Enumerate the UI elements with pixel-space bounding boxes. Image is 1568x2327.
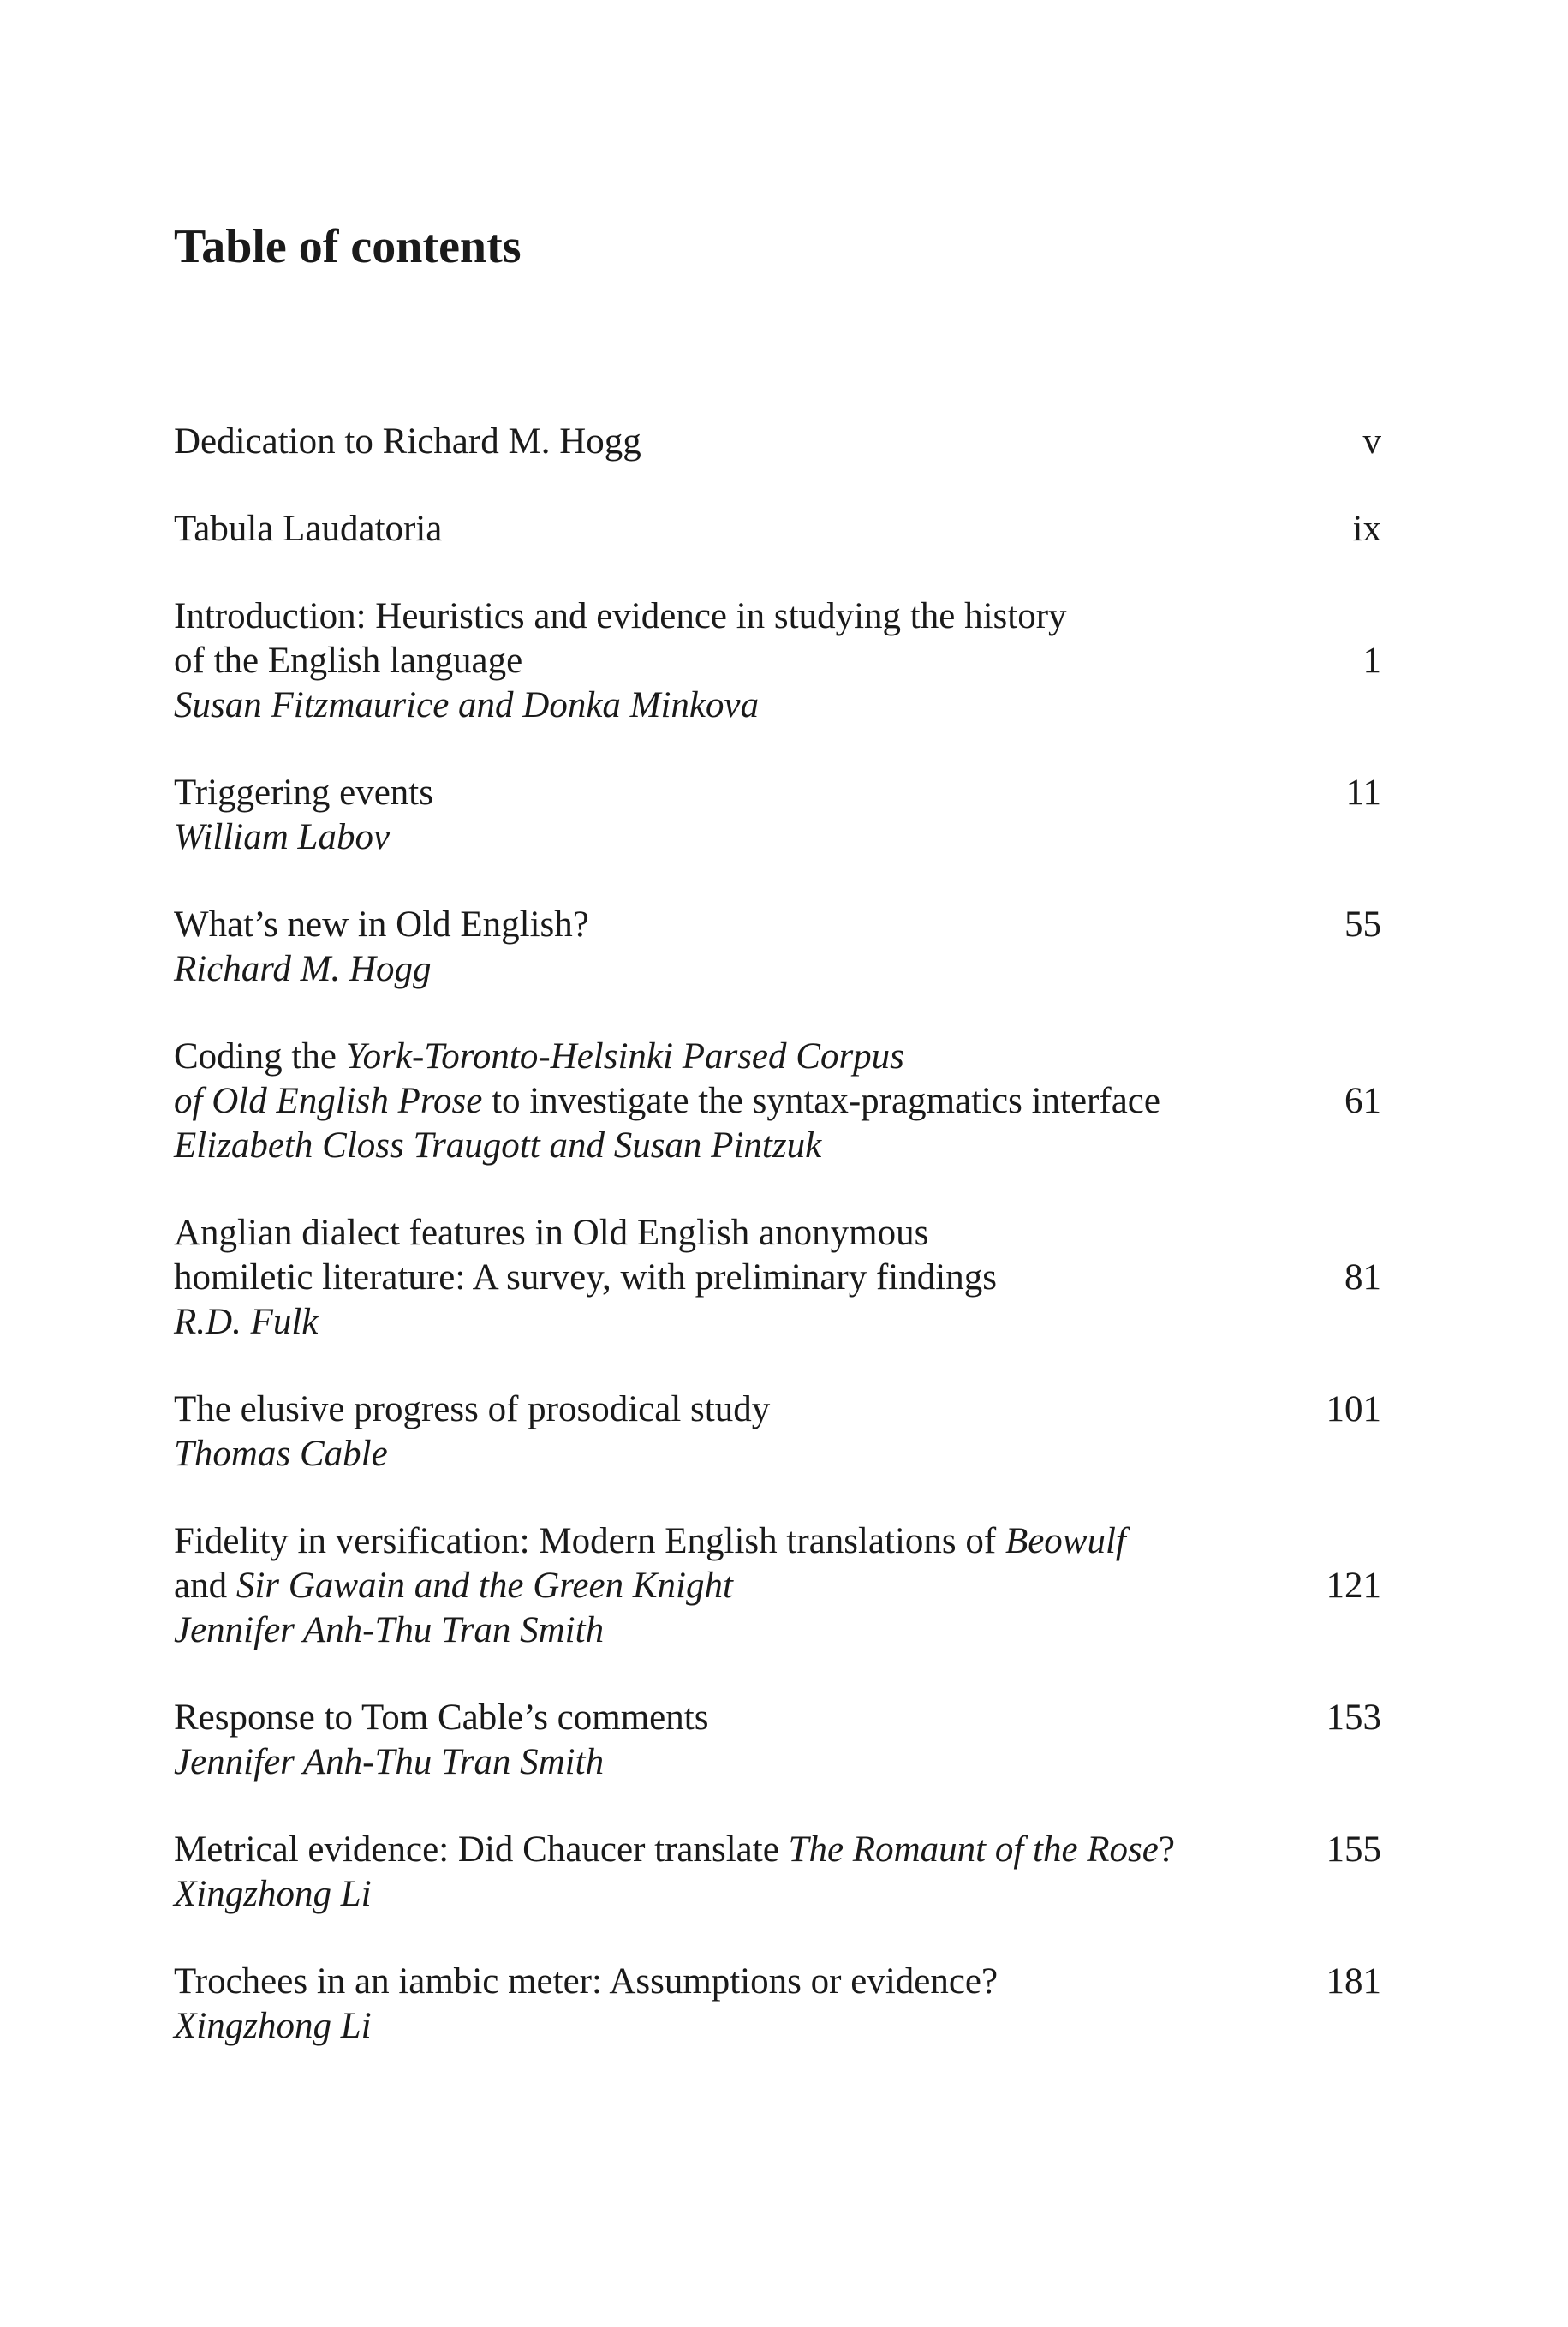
toc-page-number: 55: [1344, 904, 1381, 945]
title-segment: ?: [1158, 1829, 1175, 1870]
toc-page-number: 1: [1362, 641, 1381, 681]
title-segment: Triggering events: [174, 773, 433, 813]
title-segment: Sir Gawain and the Green Knight: [235, 1566, 733, 1606]
title-segment: Metrical evidence: Did Chaucer translate: [174, 1829, 789, 1870]
toc-page-number: 101: [1326, 1389, 1381, 1429]
title-segment: Trochees in an iambic meter: Assumptions or evidence?: [174, 1961, 999, 2002]
toc-entry: [174, 594, 1381, 728]
title-segment: Beowulf: [1005, 1521, 1126, 1561]
toc-author: R.D. Fulk: [174, 1302, 319, 1342]
toc-author: Xingzhong Li: [174, 1874, 372, 1914]
toc-author: Elizabeth Closs Traugott and Susan Pintzuk: [174, 1125, 822, 1166]
page-title: Table of contents: [174, 220, 522, 273]
title-segment: of Old English Prose: [174, 1081, 483, 1121]
toc-entry-title-line: [174, 1564, 1381, 1608]
toc-entry: [174, 1960, 1381, 2049]
title-segment: Introduction: Heuristics and evidence in studying the history: [174, 596, 1067, 636]
toc-page-number: 11: [1345, 773, 1381, 813]
toc-entry-title-line: [174, 639, 1381, 683]
toc-entry: [174, 420, 1381, 464]
title-segment: and: [174, 1566, 236, 1606]
toc-entry-title-line: [174, 1035, 1381, 1079]
toc-author: William Labov: [174, 817, 391, 857]
title-segment: homiletic literature: A survey, with preliminary findings: [174, 1257, 997, 1298]
toc-author: Jennifer Anh-Thu Tran Smith: [174, 1610, 605, 1650]
toc-entry-title-line: [174, 1960, 1381, 2004]
toc-page-number: 181: [1326, 1961, 1381, 2002]
toc-entry-title-line: [174, 507, 1381, 552]
toc-author: Susan Fitzmaurice and Donka Minkova: [174, 685, 760, 725]
title-segment: Anglian dialect features in Old English anonymous: [174, 1213, 929, 1253]
toc-entry: [174, 1387, 1381, 1477]
title-segment: Coding the: [174, 1036, 346, 1077]
toc-entry-title-line: [174, 1211, 1381, 1256]
toc-entry: [174, 771, 1381, 860]
toc-entry-title-line: [174, 903, 1381, 947]
title-segment: York-Toronto-Helsinki Parsed Corpus: [345, 1036, 904, 1077]
title-segment: Fidelity in versification: Modern English translations of: [174, 1521, 1005, 1561]
toc-page-number: v: [1362, 421, 1381, 462]
toc-page-number: 153: [1326, 1698, 1381, 1738]
toc-entry: [174, 1696, 1381, 1785]
toc-page-number: ix: [1352, 509, 1381, 549]
title-segment: of the English language: [174, 641, 523, 681]
toc-entry-title-line: [174, 771, 1381, 815]
toc-entry: [174, 1035, 1381, 1168]
toc-entry-title-line: [174, 1519, 1381, 1564]
toc-author: Xingzhong Li: [174, 2006, 372, 2046]
toc-page-number: 155: [1326, 1829, 1381, 1870]
title-segment: The Romaunt of the Rose: [788, 1829, 1159, 1870]
toc-entry-title-line: [174, 420, 1381, 464]
toc-entry-title-line: [174, 1387, 1381, 1432]
toc-author: Thomas Cable: [174, 1434, 388, 1474]
title-segment: The elusive progress of prosodical study: [174, 1389, 771, 1429]
toc-entry: [174, 507, 1381, 552]
toc-author: Jennifer Anh-Thu Tran Smith: [174, 1742, 605, 1782]
toc-list: [174, 420, 1381, 2091]
title-segment: Dedication to Richard M. Hogg: [174, 421, 641, 462]
title-segment: What’s new in Old English?: [174, 904, 589, 945]
toc-entry-title-line: [174, 1828, 1381, 1872]
toc-entry-title-line: [174, 1696, 1381, 1740]
toc-entry-title-line: [174, 1079, 1381, 1124]
title-segment: Tabula Laudatoria: [174, 509, 443, 549]
toc-entry: [174, 1828, 1381, 1917]
toc-entry: [174, 903, 1381, 992]
toc-author: Richard M. Hogg: [174, 949, 432, 989]
toc-page-number: 61: [1344, 1081, 1381, 1121]
title-segment: Response to Tom Cable’s comments: [174, 1698, 709, 1738]
toc-entry: [174, 1519, 1381, 1653]
toc-entry-title-line: [174, 594, 1381, 639]
toc-page-number: 121: [1326, 1566, 1381, 1606]
toc-entry: [174, 1211, 1381, 1345]
toc-page-number: 81: [1344, 1257, 1381, 1298]
title-segment: to investigate the syntax-pragmatics interface: [482, 1081, 1160, 1121]
toc-entry-title-line: [174, 1256, 1381, 1300]
